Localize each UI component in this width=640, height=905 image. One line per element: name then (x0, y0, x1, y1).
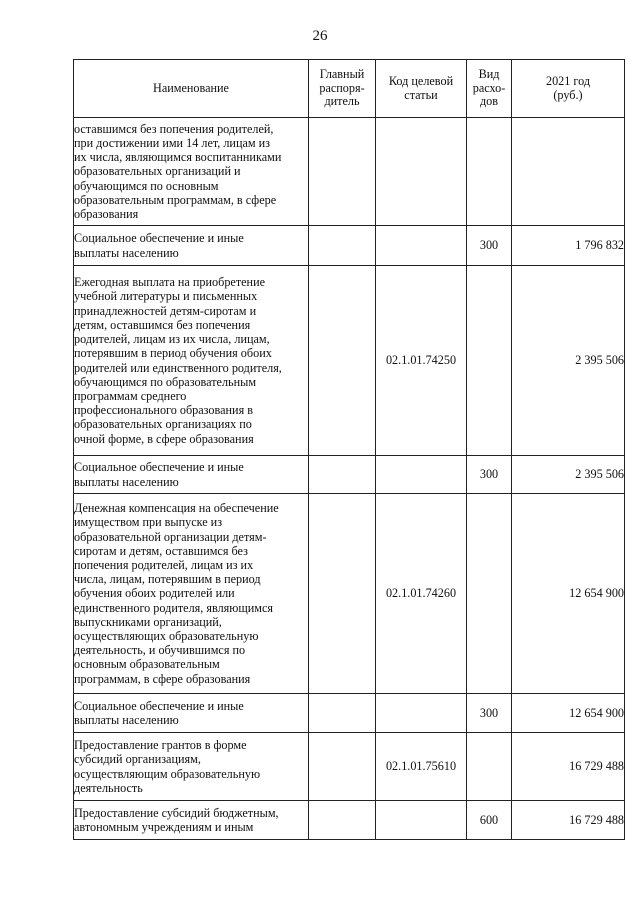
row-amount: 16 729 488 (512, 733, 625, 801)
row-main-manager (309, 801, 376, 840)
table-row (74, 694, 625, 733)
row-expense-type: 600 (467, 801, 512, 840)
row-target-code (376, 456, 467, 494)
row-target-code (376, 694, 467, 733)
row-amount: 12 654 900 (512, 694, 625, 733)
row-main-manager (309, 266, 376, 456)
header-year-amount: 2021 год (руб.) (512, 60, 625, 118)
row-main-manager (309, 694, 376, 733)
table-row (74, 494, 625, 694)
row-target-code: 02.1.01.75610 (376, 733, 467, 801)
budget-table (73, 59, 625, 840)
row-amount: 2 395 506 (512, 456, 625, 494)
row-expense-type (467, 118, 512, 226)
row-name: Денежная компенсация на обеспечение имуществом при выпуске из образовательной организации детям- сиротам и детям, оставшимся без попечения родителей, лицам из их числа, лицам, потерявшим в период обучения обоих родителей или единственного родителя, являющимся выпускниками организаций, осуществляющих образовательную деятельность, и обучившимся по основным образовательным программам, в сфере образования (74, 494, 309, 694)
table-header-row (74, 60, 625, 118)
row-amount: 16 729 488 (512, 801, 625, 840)
table-row (74, 456, 625, 494)
row-main-manager (309, 456, 376, 494)
row-name: Предоставление субсидий бюджетным, автономным учреждениям и иным (74, 801, 309, 840)
header-target-code: Код целевой статьи (376, 60, 467, 118)
row-expense-type: 300 (467, 694, 512, 733)
row-name: Социальное обеспечение и иные выплаты населению (74, 694, 309, 733)
row-amount (512, 118, 625, 226)
row-amount: 1 796 832 (512, 226, 625, 266)
row-name: Социальное обеспечение и иные выплаты населению (74, 226, 309, 266)
table-row (74, 801, 625, 840)
table-row (74, 266, 625, 456)
table-row (74, 118, 625, 226)
row-expense-type: 300 (467, 456, 512, 494)
row-name: Социальное обеспечение и иные выплаты населению (74, 456, 309, 494)
header-main-manager: Главный распоря- дитель (309, 60, 376, 118)
row-main-manager (309, 226, 376, 266)
row-expense-type (467, 266, 512, 456)
header-name: Наименование (74, 60, 309, 118)
row-name: Предоставление грантов в форме субсидий организациям, осуществляющим образовательную деятельность (74, 733, 309, 801)
row-amount: 2 395 506 (512, 266, 625, 456)
row-target-code (376, 801, 467, 840)
row-main-manager (309, 733, 376, 801)
row-target-code: 02.1.01.74250 (376, 266, 467, 456)
row-target-code: 02.1.01.74260 (376, 494, 467, 694)
row-expense-type: 300 (467, 226, 512, 266)
row-amount: 12 654 900 (512, 494, 625, 694)
row-main-manager (309, 494, 376, 694)
row-target-code (376, 226, 467, 266)
row-name: оставшимся без попечения родителей, при достижении ими 14 лет, лицам из их числа, являющимся воспитанниками образовательных организаций и обучающимся по основным образовательным программам, в сфере образования (74, 118, 309, 226)
row-target-code (376, 118, 467, 226)
table-row (74, 226, 625, 266)
row-expense-type (467, 733, 512, 801)
row-expense-type (467, 494, 512, 694)
row-name: Ежегодная выплата на приобретение учебной литературы и письменных принадлежностей детям-сиротам и детям, оставшимся без попечения родителей, лицам из их числа, лицам, потерявшим в период обучения обоих родителей или единственного родителя, обучающимся по образовательным программам среднего профессионального образования в образовательных организациях по очной форме, в сфере образования (74, 266, 309, 456)
table-row (74, 733, 625, 801)
page-number: 26 (312, 28, 328, 44)
row-main-manager (309, 118, 376, 226)
header-expense-type: Вид расхо- дов (467, 60, 512, 118)
